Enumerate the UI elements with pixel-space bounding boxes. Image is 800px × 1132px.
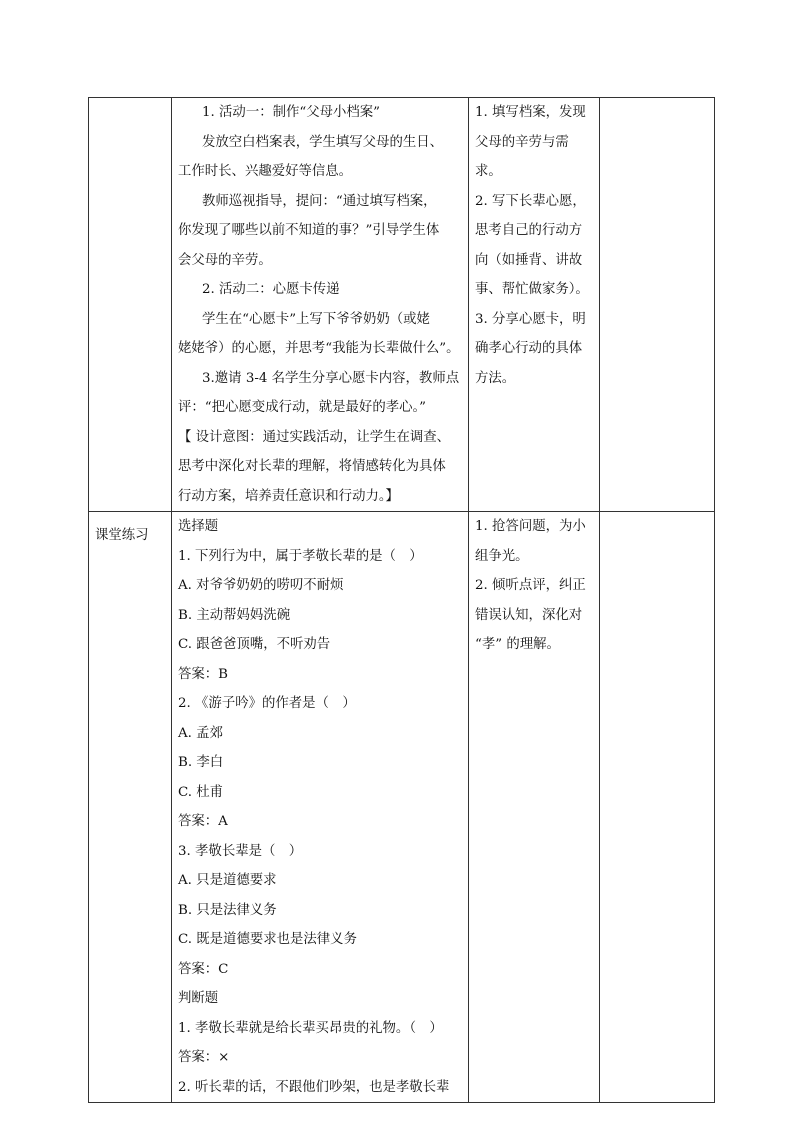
text-line: B. 李白 bbox=[178, 755, 224, 770]
section-label bbox=[89, 98, 171, 107]
exercise-content-text bbox=[172, 512, 468, 1102]
student-text-line: 方法。 bbox=[475, 370, 516, 386]
text-line: 行动方案，培养责任意识和行动力。】 bbox=[178, 488, 399, 504]
student-text-line: “孝” 的理解。 bbox=[475, 637, 560, 652]
section-label-cell bbox=[89, 98, 172, 512]
text-line: A. 孟郊 bbox=[178, 725, 223, 741]
text-line: 1. 活动一：制作“父母小档案” bbox=[202, 105, 381, 120]
text-line: 教师巡视指导，提问：“通过填写档案， bbox=[202, 193, 437, 209]
text-line: 答案：B bbox=[178, 666, 229, 682]
text-line: 工作时长、兴趣爱好等信息。 bbox=[178, 164, 353, 179]
student-text-line: 错误认知，深化对 bbox=[475, 607, 583, 623]
text-line: 发放空白档案表，学生填写父母的生日、 bbox=[202, 134, 444, 150]
student-text-line: 2. 倾听点评，纠正 bbox=[475, 578, 586, 593]
text-line: 2. 听长辈的话，不跟他们吵架，也是孝敬长辈 bbox=[178, 1079, 450, 1095]
student-text-line: 组争光。 bbox=[475, 548, 529, 564]
student-text-line: 事、帮忙做家务）。 bbox=[475, 282, 589, 297]
student-activity-cell bbox=[469, 98, 600, 512]
text-line: 【 设计意图：通过实践活动，让学生在调查、 bbox=[178, 429, 451, 445]
text-line: 会父母的辛劳。 bbox=[178, 252, 272, 268]
student-activity-text bbox=[469, 98, 599, 393]
text-line: A. 对爷爷奶奶的唠叨不耐烦 bbox=[178, 578, 344, 593]
notes-cell bbox=[600, 512, 715, 1103]
student-text-line: 2. 写下长辈心愿， bbox=[475, 193, 586, 209]
text-line: 1. 下列行为中，属于孝敬长辈的是（ ） bbox=[178, 548, 423, 564]
student-text-line: 确孝心行动的具体 bbox=[475, 341, 583, 356]
student-text-line: 思考自己的行动方 bbox=[475, 223, 583, 238]
text-line: 3. 孝敬长辈是（ ） bbox=[178, 843, 303, 859]
section-label-cell bbox=[89, 512, 172, 1103]
text-line: A. 只是道德要求 bbox=[178, 873, 277, 888]
section-label: 课堂练习 bbox=[95, 528, 149, 543]
text-line: 评：“把心愿变成行动，就是最好的孝心。” bbox=[178, 400, 427, 415]
student-activity-text bbox=[469, 512, 599, 660]
table-row-activities bbox=[89, 98, 715, 512]
text-line: B. 只是法律义务 bbox=[178, 902, 277, 918]
text-line: 学生在“心愿卡”上写下爷爷奶奶（或姥 bbox=[202, 311, 430, 327]
text-line: 思考中深化对长辈的理解，将情感转化为具体 bbox=[178, 459, 446, 474]
notes-cell bbox=[600, 98, 715, 512]
student-text-line: 1. 抢答问题，为小 bbox=[475, 519, 586, 534]
student-text-line: 求。 bbox=[475, 164, 502, 179]
text-line: C. 跟爸爸顶嘴，不听劝告 bbox=[178, 637, 331, 652]
table-row-exercises bbox=[89, 512, 715, 1103]
student-text-line: 向（如捶背、讲故 bbox=[475, 252, 583, 268]
student-text-line: 3. 分享心愿卡，明 bbox=[475, 311, 586, 327]
text-line: 你发现了哪些以前不知道的事？”引导学生体 bbox=[178, 223, 440, 238]
student-text-line: 父母的辛劳与需 bbox=[475, 134, 569, 150]
exercise-content-cell bbox=[172, 512, 469, 1103]
text-line: 3.邀请 3-4 名学生分享心愿卡内容，教师点 bbox=[202, 370, 460, 386]
teacher-activity-cell bbox=[172, 98, 469, 512]
lesson-plan-table bbox=[88, 97, 715, 1103]
text-line: C. 既是道德要求也是法律义务 bbox=[178, 932, 357, 947]
text-line: 1. 孝敬长辈就是给长辈买昂贵的礼物。（ ） bbox=[178, 1020, 443, 1036]
text-line: 答案：C bbox=[178, 961, 229, 977]
text-line: 选择题 bbox=[178, 519, 219, 534]
text-line: B. 主动帮妈妈洗碗 bbox=[178, 607, 291, 623]
student-text-line: 1. 填写档案，发现 bbox=[475, 105, 586, 120]
text-line: 答案：A bbox=[178, 814, 228, 829]
text-line: 2. 《游子吟》的作者是（ ） bbox=[178, 696, 356, 711]
text-line: 2. 活动二：心愿卡传递 bbox=[202, 282, 340, 297]
text-line: 答案：× bbox=[178, 1050, 230, 1065]
teacher-activity-text bbox=[172, 98, 468, 511]
text-line: 判断题 bbox=[178, 991, 219, 1006]
text-line: 姥姥爷）的心愿，并思考“我能为长辈做什么”。 bbox=[178, 341, 460, 356]
student-activity-cell bbox=[469, 512, 600, 1103]
text-line: C. 杜甫 bbox=[178, 784, 224, 800]
